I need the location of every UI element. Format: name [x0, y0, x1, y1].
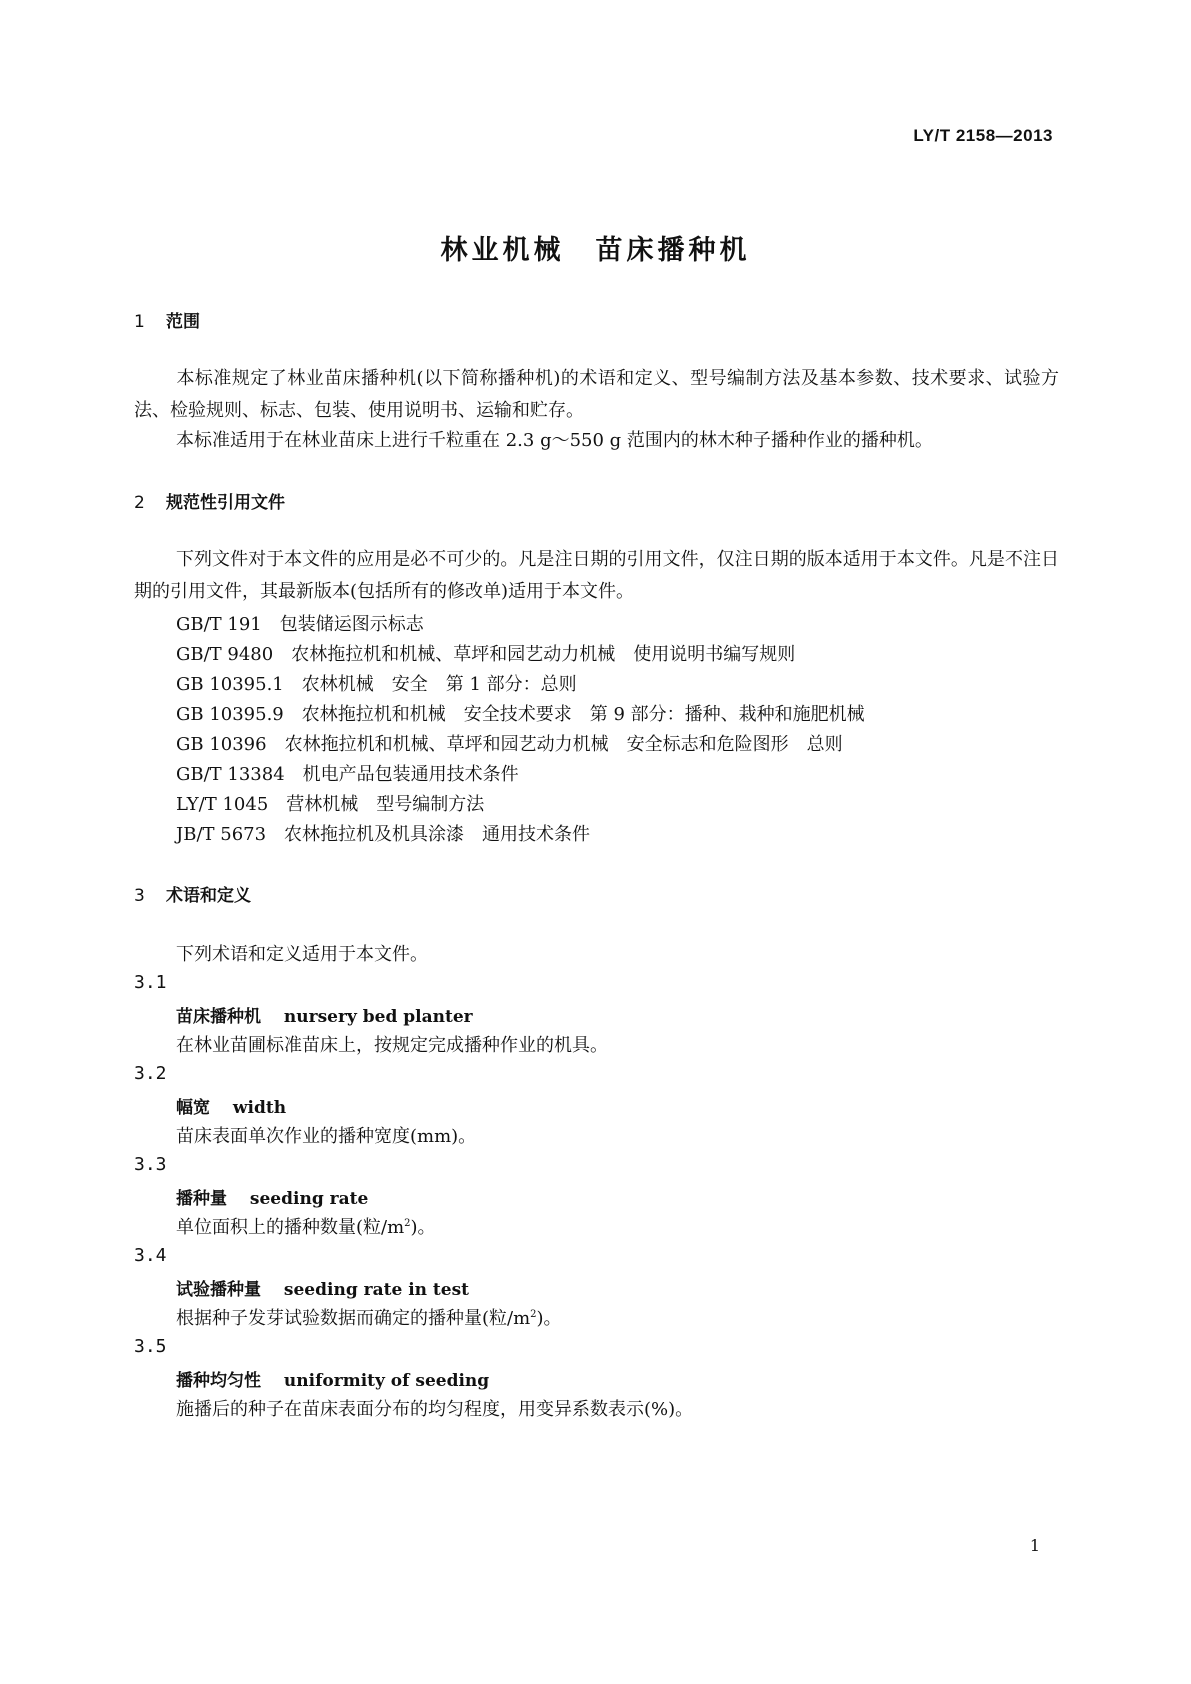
term-heading: 苗床播种机 nursery bed planter	[176, 1007, 473, 1027]
term-number: 3.2	[134, 1063, 167, 1084]
reference-item: GB 10395.1 农林机械 安全 第 1 部分：总则	[176, 674, 577, 695]
term-number: 3.1	[134, 972, 167, 993]
term-heading: 幅宽 width	[176, 1098, 287, 1118]
terms-intro: 下列术语和定义适用于本文件。	[176, 944, 428, 965]
term-number: 3.5	[134, 1336, 167, 1357]
section-1-heading	[134, 307, 200, 332]
reference-item: JB/T 5673 农林拖拉机及机具涂漆 通用技术条件	[176, 824, 591, 845]
term-definition: 在林业苗圃标准苗床上，按规定完成播种作业的机具。	[176, 1035, 608, 1056]
section-3-heading	[134, 881, 251, 906]
term-definition: 施播后的种子在苗床表面分布的均匀程度，用变异系数表示(%)。	[176, 1399, 694, 1420]
term-heading: 播种均匀性 uniformity of seeding	[176, 1371, 490, 1391]
references-intro: 下列文件对于本文件的应用是必不可少的。凡是注日期的引用文件，仅注日期的版本适用于本文件。凡是不注日期的引用文件，其最新版本(包括所有的修改单)适用于本文件。	[134, 549, 1059, 602]
reference-item: LY/T 1045 营林机械 型号编制方法	[176, 794, 485, 815]
reference-item: GB/T 13384 机电产品包装通用技术条件	[176, 764, 519, 785]
term-definition: 苗床表面单次作业的播种宽度(mm)。	[176, 1126, 477, 1147]
section-2-heading	[134, 488, 285, 513]
reference-item: GB 10395.9 农林拖拉机和机械 安全技术要求 第 9 部分：播种、栽种和施肥机械	[176, 704, 865, 725]
section-number: 1	[134, 312, 145, 332]
standard-code: LY/T 2158—2013	[913, 126, 1053, 145]
reference-item: GB 10396 农林拖拉机和机械、草坪和园艺动力机械 安全标志和危险图形 总则	[176, 734, 843, 755]
section-title: 规范性引用文件	[166, 493, 285, 513]
section-number: 2	[134, 493, 145, 513]
page-number: 1	[1029, 1536, 1040, 1555]
section-title: 范围	[166, 312, 200, 332]
document-title: 林业机械 苗床播种机	[440, 235, 751, 266]
term-number: 3.3	[134, 1154, 167, 1175]
term-definition: 单位面积上的播种数量(粒$/m^2$)。	[176, 1217, 436, 1238]
reference-item: GB/T 9480 农林拖拉机和机械、草坪和园艺动力机械 使用说明书编写规则	[176, 644, 796, 665]
term-definition: 根据种子发芽试验数据而确定的播种量(粒$/m^2$)。	[176, 1308, 562, 1329]
term-number: 3.4	[134, 1245, 167, 1266]
section-number: 3	[134, 886, 145, 906]
reference-item: GB/T 191 包装储运图示标志	[176, 614, 424, 635]
term-heading: 试验播种量 seeding rate in test	[176, 1280, 470, 1300]
term-heading: 播种量 seeding rate	[176, 1189, 369, 1209]
scope-paragraph-2: 本标准适用于在林业苗床上进行千粒重在 2.3 g～550 g 范围内的林木种子播种作业的播种机。	[176, 430, 933, 451]
section-title: 术语和定义	[166, 886, 251, 906]
scope-paragraph-1: 本标准规定了林业苗床播种机(以下简称播种机)的术语和定义、型号编制方法及基本参数、技术要求、试验方法、检验规则、标志、包装、使用说明书、运输和贮存。	[134, 368, 1059, 421]
